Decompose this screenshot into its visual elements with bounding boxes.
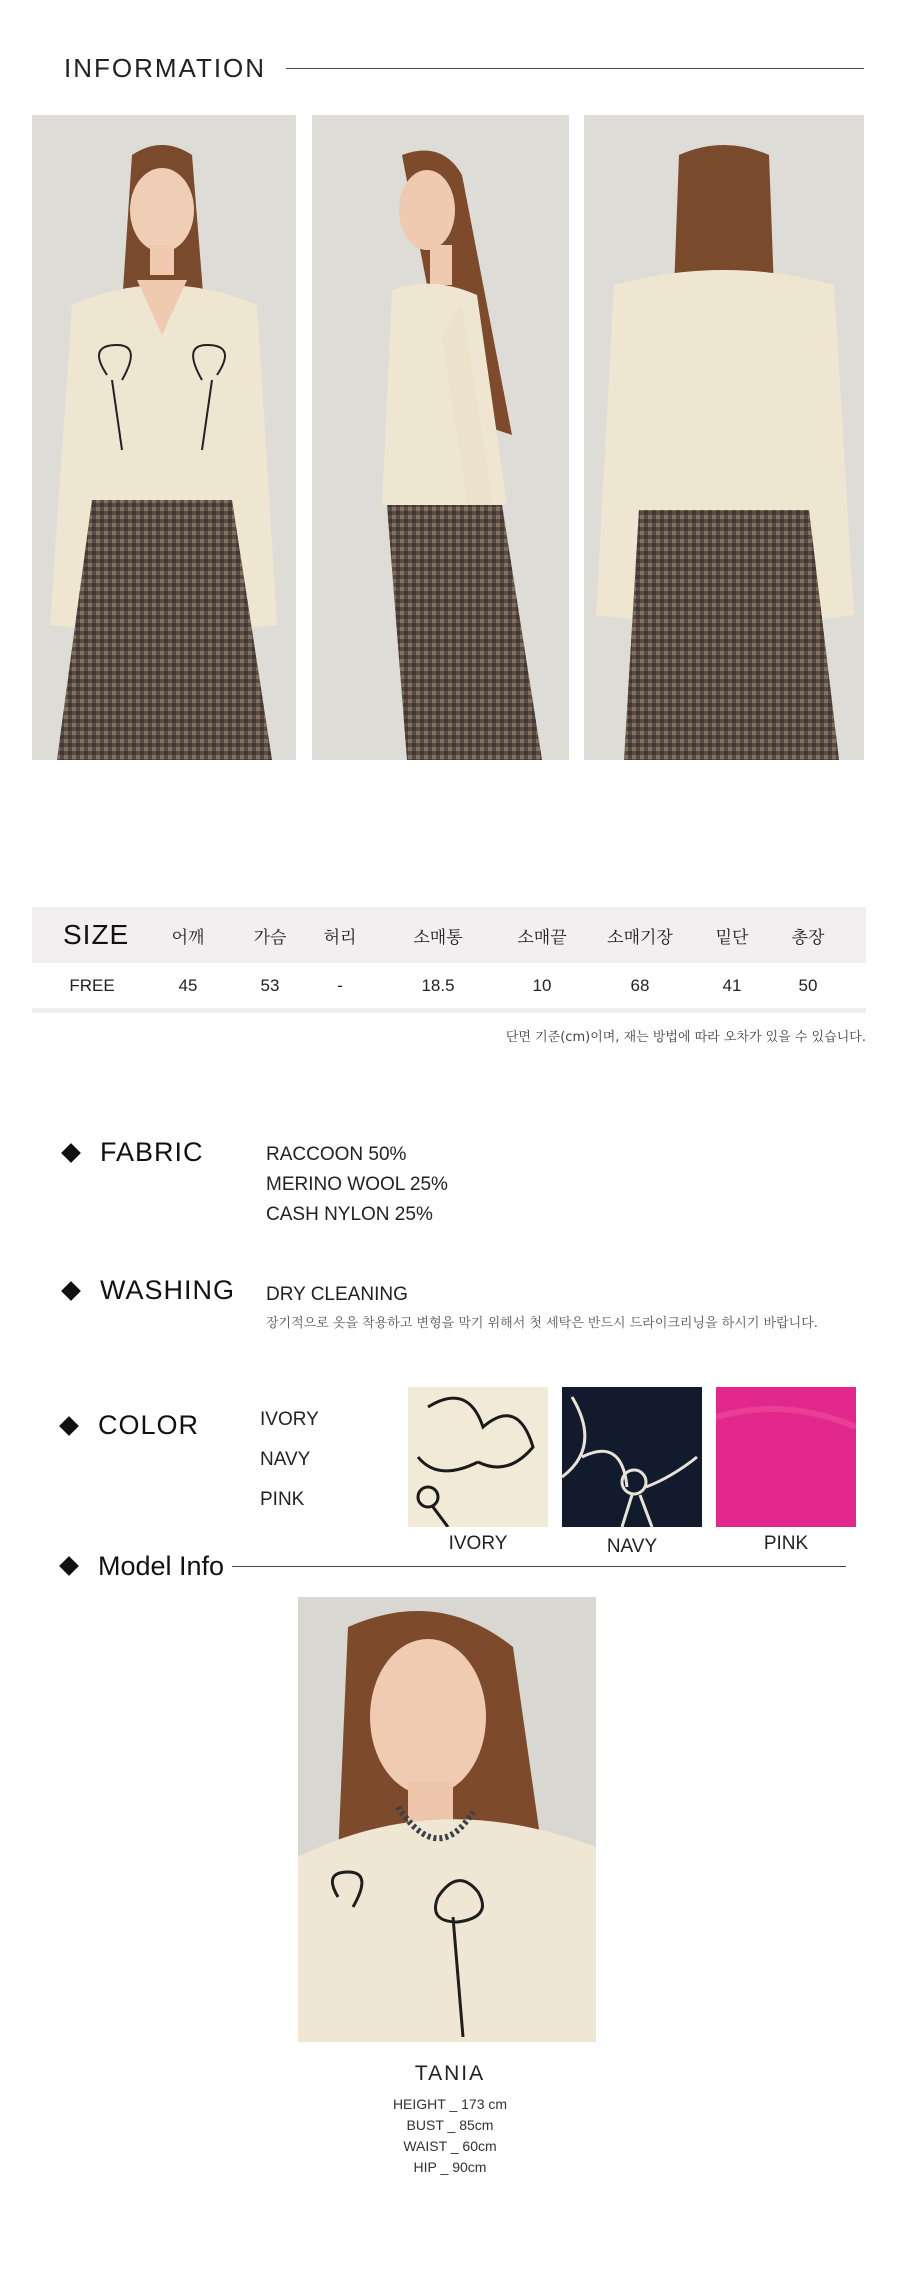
column-header-sleeve-end: 소매끝	[517, 927, 567, 947]
fabric-composition	[266, 1140, 448, 1230]
washing-heading	[64, 1275, 235, 1306]
model-info-divider	[232, 1566, 846, 1567]
column-header-sleeve-width: 소매통	[413, 927, 463, 947]
column-header-sleeve-length: 소매기장	[607, 927, 673, 947]
table-cell: -	[337, 975, 343, 995]
table-cell: 50	[798, 975, 818, 995]
model-stats	[300, 2094, 600, 2178]
table-cell: 68	[630, 975, 650, 995]
color-options	[260, 1400, 319, 1520]
side-view-photo	[312, 115, 569, 760]
color-option: IVORY	[260, 1409, 319, 1430]
fabric-label: FABRIC	[100, 1137, 204, 1167]
swatch-ivory	[408, 1387, 548, 1527]
table-row	[32, 963, 866, 1013]
table-cell: 10	[532, 975, 552, 995]
fabric-item: CASH NYLON 25%	[266, 1204, 433, 1225]
column-header-hem: 밑단	[715, 927, 749, 947]
table-cell: 45	[178, 975, 198, 995]
header-divider	[286, 68, 864, 69]
washing-method: DRY CLEANING	[266, 1284, 408, 1305]
swatch-label-navy: NAVY	[606, 1536, 658, 1557]
color-option: NAVY	[260, 1449, 311, 1470]
information-header	[64, 50, 864, 86]
fabric-heading	[64, 1137, 204, 1168]
model-photo	[298, 1597, 596, 2042]
back-view-photo	[584, 115, 864, 760]
diamond-bullet-icon	[59, 1416, 79, 1436]
size-title: SIZE	[63, 919, 130, 950]
size-table	[32, 907, 866, 1013]
size-note: 단면 기준(cm)이며, 재는 방법에 따라 오차가 있을 수 있습니다.	[505, 1030, 866, 1045]
table-cell: 41	[722, 975, 742, 995]
model-info-heading	[62, 1551, 224, 1582]
model-name: TANIA	[414, 2062, 486, 2085]
column-header-waist: 허리	[323, 927, 357, 947]
fabric-item: MERINO WOOL 25%	[266, 1174, 448, 1195]
row-size-label: FREE	[69, 975, 115, 995]
information-title: INFORMATION	[64, 52, 267, 83]
diamond-bullet-icon	[61, 1143, 81, 1163]
washing-note: 장기적으로 옷을 착용하고 변형을 막기 위해서 첫 세탁은 반드시 드라이크리닝을 하시기 바랍니다.	[266, 1316, 818, 1331]
washing-label: WASHING	[100, 1275, 235, 1305]
table-cell: 18.5	[421, 975, 455, 995]
fabric-item: RACCOON 50%	[266, 1144, 407, 1165]
swatch-label-ivory: IVORY	[448, 1533, 508, 1554]
model-bust: BUST _ 85cm	[406, 2117, 494, 2133]
swatch-label-pink: PINK	[763, 1533, 809, 1554]
color-label: COLOR	[98, 1410, 200, 1440]
swatch-pink	[716, 1387, 856, 1527]
front-view-photo	[32, 115, 296, 760]
model-info-label: Model Info	[98, 1550, 225, 1581]
model-height: HEIGHT _ 173 cm	[392, 2096, 508, 2112]
diamond-bullet-icon	[59, 1556, 79, 1576]
column-header-chest: 가슴	[253, 927, 287, 947]
model-waist: WAIST _ 60cm	[403, 2138, 497, 2154]
swatch-navy	[562, 1387, 702, 1527]
diamond-bullet-icon	[61, 1281, 81, 1301]
model-info-header	[62, 1548, 846, 1584]
color-heading	[62, 1410, 199, 1441]
column-header-total-length: 총장	[791, 927, 825, 947]
column-header-shoulder: 어깨	[171, 927, 205, 947]
size-table-header	[32, 907, 866, 963]
table-cell: 53	[260, 975, 280, 995]
color-option: PINK	[260, 1489, 305, 1510]
model-hip: HIP _ 90cm	[413, 2159, 487, 2175]
